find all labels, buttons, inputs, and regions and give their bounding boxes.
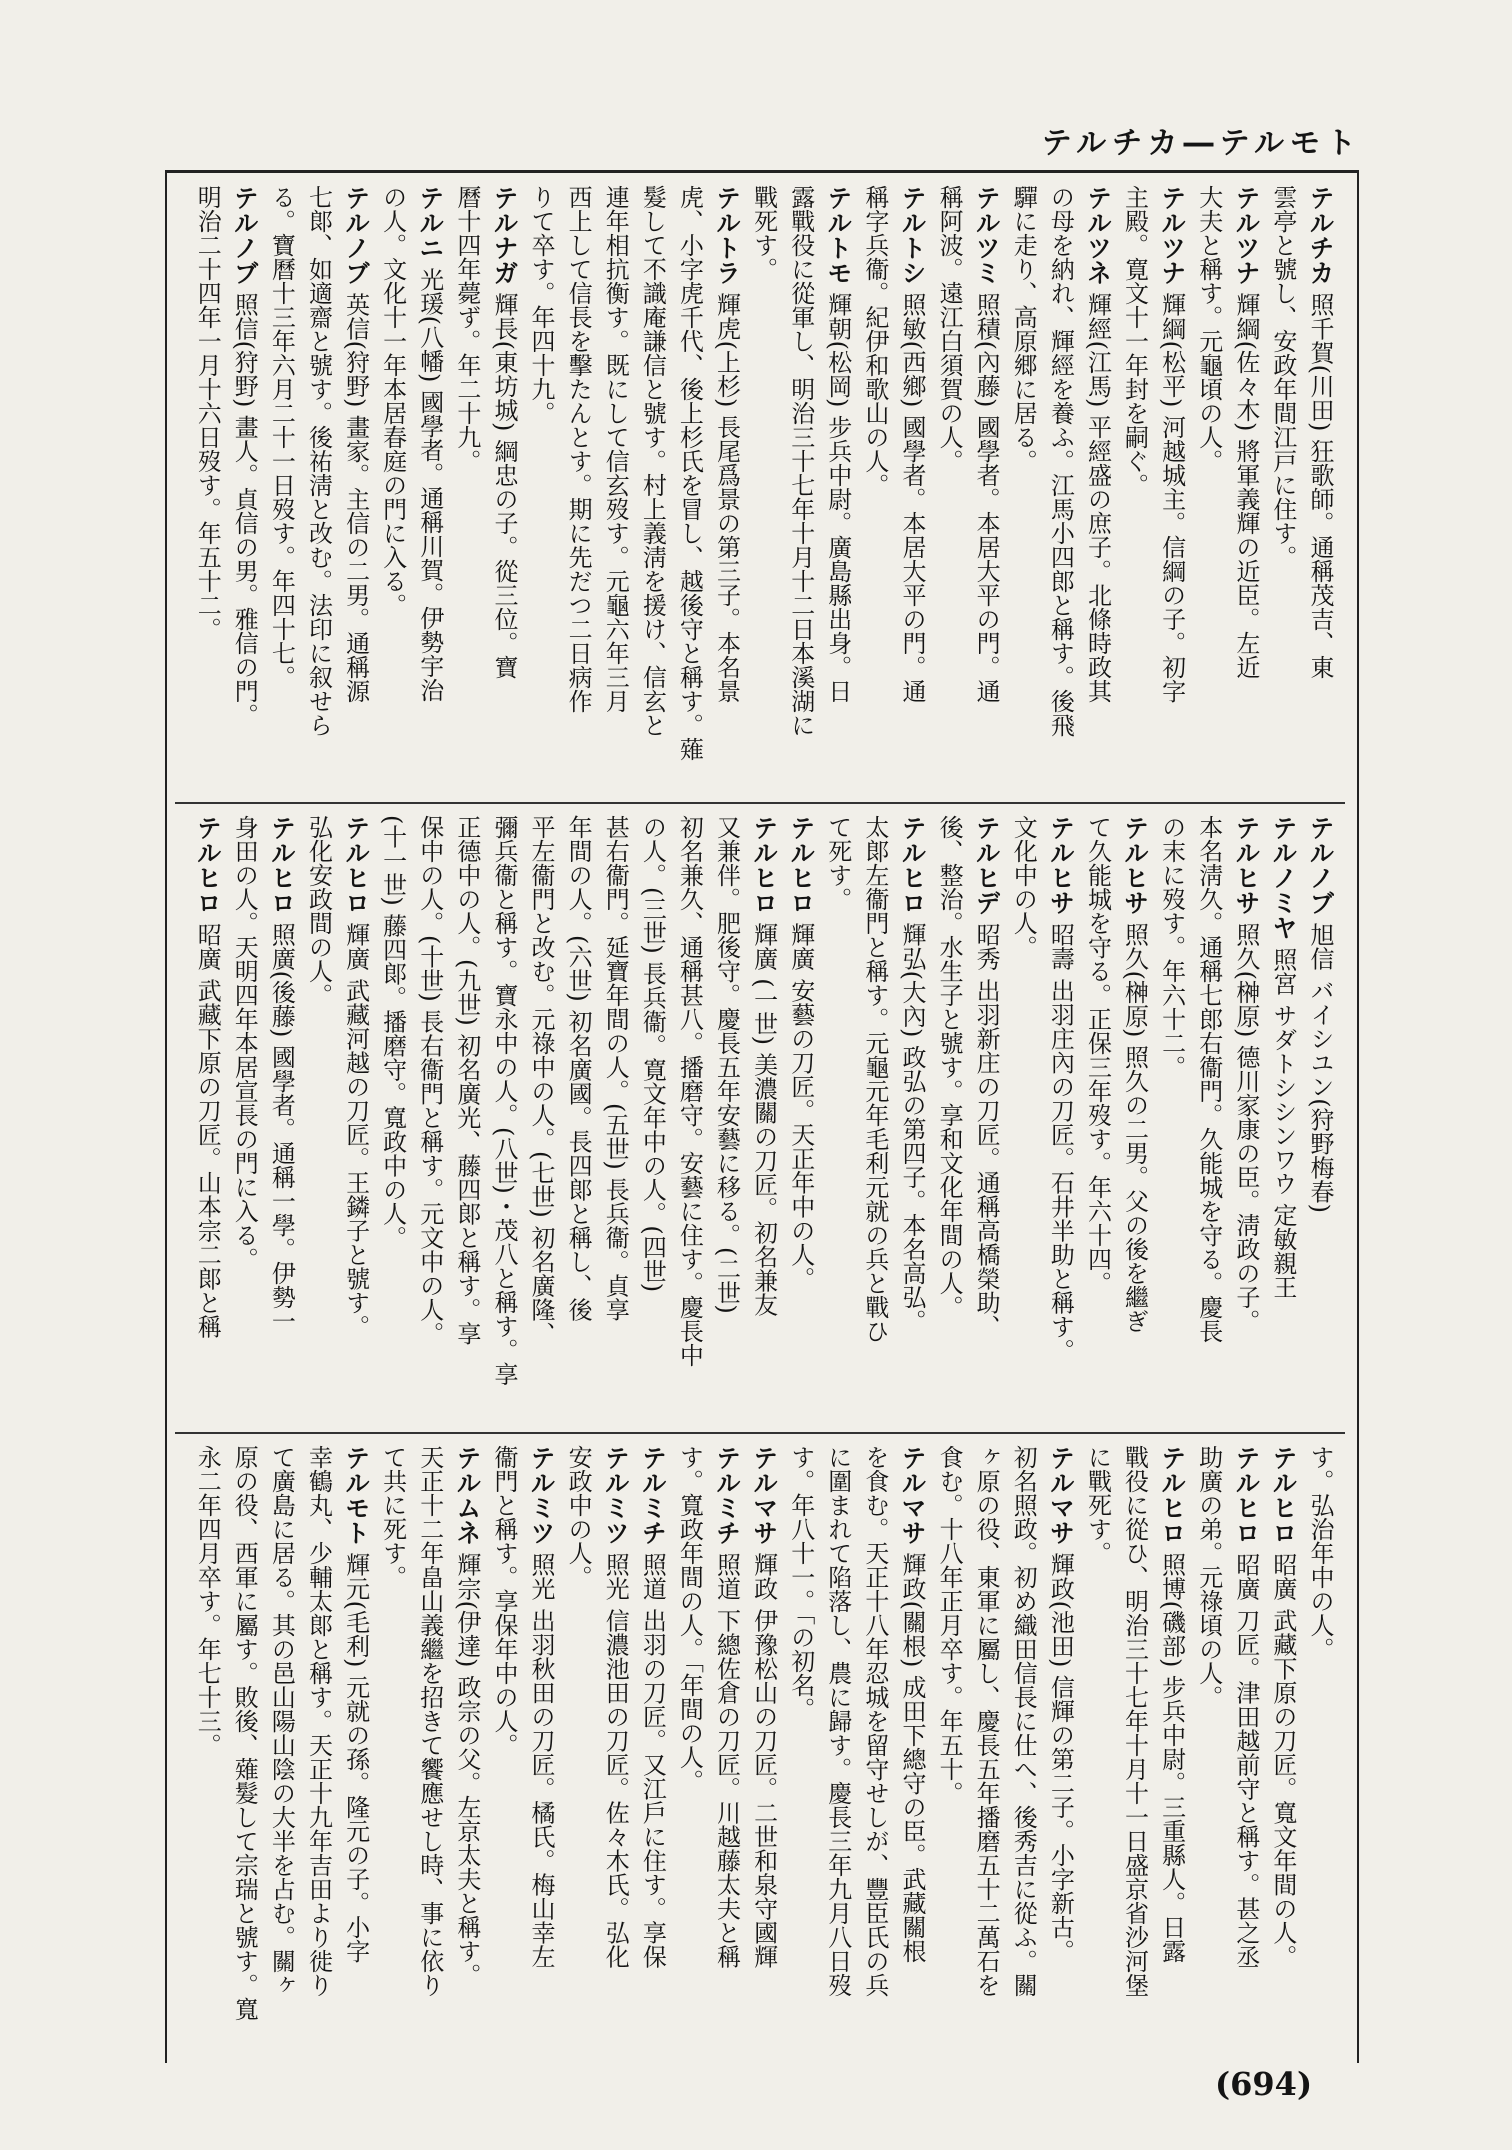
continuation-line [413, 1445, 450, 2045]
continuation-line [1080, 815, 1117, 1420]
entry-heading: テルヒロ [897, 815, 927, 915]
entry-text: す。弘治年中の人。 [1306, 1445, 1334, 1661]
entry-heading: テルナガ [489, 185, 519, 285]
continuation-line [264, 1445, 301, 2045]
entry-text: 照信(狩野) 畫人。貞信の男。雅信の門。 [230, 285, 259, 727]
entry-heading: テルヒデ [972, 815, 1002, 915]
entry-heading: テルヒロ [267, 815, 297, 915]
entry-text: 驒に走り、高原郷に居る。 [1009, 185, 1038, 473]
entry-text: 輝朝(松岡) 步兵中尉。廣島縣出身。日 [823, 285, 852, 703]
entry-line [1229, 815, 1266, 1420]
entry-text: 戰死す。 [749, 185, 778, 281]
entry-text: す。年八十一。「の初名。 [786, 1445, 815, 1721]
entry-line [227, 185, 264, 790]
entry-text: て共に死す。 [378, 1445, 407, 1589]
entry-text: 照廣(後藤) 國學者。通稱一學。伊勢一 [267, 915, 296, 1333]
entry-text: 明治二十四年一月十六日歿す。年五十二。 [193, 185, 222, 641]
running-head: テルチカ―テルモト [1041, 126, 1362, 161]
entry-text: 輝政(關根) 成田下總守の臣。武藏關根 [897, 1545, 926, 1963]
entry-text: 輝政(池田) 信輝の第二子。小字新古。 [1046, 1545, 1075, 1963]
continuation-line [413, 815, 450, 1420]
entry-text: の末に歿す。年六十二。 [1157, 815, 1186, 1079]
entry-text: 身田の人。天明四年本居宣長の門に入る。 [230, 815, 259, 1271]
entry-heading: テルマサ [1046, 1445, 1076, 1545]
entry-line [784, 815, 821, 1420]
entry-text: ヶ原の役、東軍に屬し、慶長五年播磨五十二萬石を [972, 1445, 1001, 1997]
entry-text: 照光 出羽秋田の刀匠。橘氏。梅山幸左 [527, 1545, 556, 1969]
entry-text: 輝廣 安藝の刀匠。天正年中の人。 [786, 915, 815, 1291]
continuation-line [1303, 1445, 1340, 2045]
entry-line [524, 1445, 561, 2045]
entry-heading: テルツナ [1157, 185, 1187, 285]
continuation-line [1192, 815, 1229, 1420]
continuation-line [932, 1445, 969, 2045]
entry-line [895, 1445, 932, 2045]
continuation-line [1117, 185, 1154, 790]
entry-text: て廣島に居る。其の邑山陽山陰の大半を占む。關ヶ [267, 1445, 296, 1997]
entry-text: す。寬政年間の人。「年間の人。 [675, 1445, 704, 1793]
continuation-line [450, 185, 487, 790]
entry-text: 照道 出羽の刀匠。又江戶に住す。享保 [638, 1545, 667, 1969]
entry-text: 照光 信濃池田の刀匠。佐々木氏。弘化 [601, 1545, 630, 1969]
entry-heading: テルマサ [897, 1445, 927, 1545]
entry-text: 平左衞門と改む。元祿中の人。(七世) 初名廣隆、 [527, 815, 556, 1346]
continuation-line [672, 1445, 709, 2045]
entry-text: 大夫と稱す。元龜頃の人。 [1194, 185, 1223, 473]
entry-text: 安政中の人。 [564, 1445, 593, 1589]
entry-line [264, 815, 301, 1420]
continuation-line [1192, 1445, 1229, 2045]
entry-text: 西上して信長を擊たんとす。期に先だつ二日病作 [564, 185, 593, 713]
entry-text: 保中の人。(十世) 長右衞門と稱す。元文中の人。 [415, 815, 444, 1346]
entry-text: 稱字兵衞。紀伊和歌山の人。 [860, 185, 889, 497]
continuation-line [672, 185, 709, 790]
entry-text: 輝虎(上杉) 長尾爲景の第三子。本名景 [712, 285, 741, 703]
entry-line [1266, 815, 1303, 1420]
entry-text: 輝綱(佐々木) 將軍義輝の近臣。左近 [1231, 285, 1260, 679]
entry-text: を食む。天正十八年忍城を留守せしが、豐臣氏の兵 [860, 1445, 889, 1997]
entry-line [1229, 185, 1266, 790]
entry-text: 助廣の弟。元祿頃の人。 [1194, 1445, 1223, 1709]
text-band-bottom [190, 1445, 1340, 2045]
continuation-line [1006, 1445, 1043, 2045]
continuation-line [821, 1445, 858, 2045]
entry-text: 照敏(西鄉) 國學者。本居大平の門。通 [897, 285, 926, 703]
entry-text: 連年相抗衡す。既にして信玄歿す。元龜六年三月 [601, 185, 630, 713]
continuation-line [561, 1445, 598, 2045]
continuation-line [376, 185, 413, 790]
entry-text: に圍まれて陷落し、農に歸す。慶長三年九月八日歿 [823, 1445, 852, 1997]
continuation-line [672, 815, 709, 1420]
entry-heading: テルノブ [341, 185, 371, 285]
entry-heading: テルムネ [452, 1445, 482, 1545]
continuation-line [301, 185, 338, 790]
continuation-line [487, 1445, 524, 2045]
entry-line [1303, 185, 1340, 790]
entry-text: 曆十四年薨ず。年二十九。 [452, 185, 481, 473]
entry-text: 輝宗(伊達) 政宗の父。左京太夫と稱す。 [452, 1545, 481, 1987]
entry-text: 甚右衞門。延寶年間の人。(五世) 長兵衞。貞享 [601, 815, 630, 1322]
band-divider [175, 1432, 1345, 1434]
entry-line [969, 185, 1006, 790]
continuation-line [747, 185, 784, 790]
entry-text: 衞門と稱す。享保年中の人。 [489, 1445, 518, 1757]
continuation-line [301, 1445, 338, 2045]
entry-text: 照博(磯部) 步兵中尉。三重縣人。日露 [1157, 1545, 1186, 1963]
entry-text: 稱阿波。遠江白須賀の人。 [935, 185, 964, 473]
entry-line [895, 815, 932, 1420]
continuation-line [858, 185, 895, 790]
continuation-line [487, 815, 524, 1420]
continuation-line [376, 815, 413, 1420]
entry-text: 食む。十八年正月卒す。年五十。 [935, 1445, 964, 1805]
entry-text: 輝長(東坊城) 綱忠の子。從三位。寶 [489, 285, 518, 679]
entry-heading: テルミツ [527, 1445, 557, 1545]
continuation-line [821, 815, 858, 1420]
entry-text: 文化中の人。 [1009, 815, 1038, 959]
continuation-line [190, 1445, 227, 2045]
entry-text: 輝元(毛利) 元就の孫。隆元の子。小字 [341, 1545, 370, 1963]
entry-heading: テルチカ [1306, 185, 1335, 285]
text-band-middle [190, 815, 1340, 1420]
entry-heading: テルヒロ [1231, 1445, 1261, 1545]
entry-text: 永二年四月卒す。年七十三。 [193, 1445, 222, 1757]
entry-heading: テルヒロ [1157, 1445, 1187, 1545]
entry-text: 照宮 サダトシシンワウ 定敏親王 [1268, 940, 1297, 1299]
entry-heading: テルノミヤ [1268, 815, 1298, 940]
entry-line [747, 815, 784, 1420]
entry-heading: テルヒサ [1231, 815, 1261, 915]
entry-line [635, 1445, 672, 2045]
continuation-line [301, 815, 338, 1420]
entry-text: 昭壽 出羽庄內の刀匠。石井半助と稱す。 [1046, 915, 1075, 1363]
continuation-line [784, 1445, 821, 2045]
entry-text: 輝廣 (一世) 美濃關の刀匠。初名兼友 [749, 915, 778, 1317]
entry-heading: テルノブ [230, 185, 260, 285]
continuation-line [227, 815, 264, 1420]
continuation-line [858, 815, 895, 1420]
entry-heading: テルトモ [823, 185, 853, 285]
entry-line [969, 815, 1006, 1420]
entry-heading: テルトラ [712, 185, 742, 285]
entry-line [190, 815, 227, 1420]
entry-text: 彌兵衞と稱す。寶永中の人。(八世)・茂八と稱す。享 [489, 815, 518, 1386]
entry-text: 昭廣 武藏下原の刀匠。寬文年間の人。 [1268, 1545, 1297, 1969]
entry-heading: テルヒロ [341, 815, 371, 915]
entry-text: 照久(榊原) 照久の二男。父の後を繼ぎ [1120, 915, 1149, 1333]
entry-heading: テルヒサ [1120, 815, 1150, 915]
entry-text: 昭廣 刀匠。津田越前守と稱す。甚之丞 [1231, 1545, 1260, 1969]
entry-heading: テルトシ [897, 185, 927, 285]
entry-text: の人。(三世) 長兵衞。寛文年中の人。(四世) [638, 815, 667, 1293]
entry-line [821, 185, 858, 790]
entry-line [450, 1445, 487, 2045]
entry-heading: テルミツ [601, 1445, 631, 1545]
continuation-line [1155, 815, 1192, 1420]
entry-text: 弘化安政間の人。 [304, 815, 333, 1007]
entry-text: 輝廣 武藏河越の刀匠。王鏻子と號す。 [341, 915, 370, 1339]
entry-line [747, 1445, 784, 2045]
continuation-line [858, 1445, 895, 2045]
entry-text: 輝政 伊豫松山の刀匠。二世和泉守國輝 [749, 1545, 778, 1969]
entry-heading: テルヒロ [1268, 1445, 1298, 1545]
entry-line [1266, 1445, 1303, 2045]
entry-text: の母を納れ、輝經を養ふ。江馬小四郎と稱す。後飛 [1046, 185, 1075, 737]
entry-text: 照久(榊原) 德川家康の臣。淸政の子。 [1231, 915, 1260, 1333]
continuation-line [561, 815, 598, 1420]
continuation-line [561, 185, 598, 790]
entry-text: 後、整治。水生子と號す。享和文化年間の人。 [935, 815, 964, 1319]
continuation-line [524, 815, 561, 1420]
entry-heading: テルツナ [1231, 185, 1261, 285]
entry-text: 照道 下總佐倉の刀匠。川越藤太夫と稱 [712, 1545, 741, 1969]
entry-line [1117, 815, 1154, 1420]
entry-text: 主殿。寛文十一年封を嗣ぐ。 [1120, 185, 1149, 497]
continuation-line [932, 185, 969, 790]
entry-text: 英信(狩野) 畫家。主信の二男。通稱源 [341, 285, 370, 703]
continuation-line [1006, 185, 1043, 790]
entry-text: 旭信 バイシユン(狩野梅春) [1306, 915, 1334, 1213]
entry-heading: テルツミ [972, 185, 1002, 285]
entry-text: 昭廣 武藏下原の刀匠。山本宗二郞と稱 [193, 915, 222, 1339]
continuation-line [784, 185, 821, 790]
continuation-line [264, 185, 301, 790]
entry-text: 虎、小字虎千代、後上杉氏を冒し、越後守と稱す。薙 [675, 185, 704, 761]
entry-heading: テルヒロ [786, 815, 816, 915]
entry-text: 本名淸久。通稱七郎右衞門。久能城を守る。慶長 [1194, 815, 1223, 1343]
entry-text: 年間の人。(六世) 初名廣國。長四郞と稱し、後 [564, 815, 593, 1322]
entry-heading: テルヒロ [193, 815, 223, 915]
continuation-line [1192, 185, 1229, 790]
entry-text: 露戰役に從軍し、明治三十七年十月十二日本溪湖に [786, 185, 815, 737]
continuation-line [598, 815, 635, 1420]
entry-text: 照積(內藤) 國學者。本居大平の門。通 [972, 285, 1001, 703]
entry-line [895, 185, 932, 790]
entry-text: 昭秀 出羽新庄の刀匠。通稱高橋榮助、 [972, 915, 1001, 1339]
entry-text: 照千賀(川田) 狂歌師。通稱茂吉、東 [1306, 285, 1334, 679]
entry-line [1043, 815, 1080, 1420]
entry-text: 光瑗(八幡) 國學者。通稱川賀。伊勢宇治 [415, 260, 444, 702]
entry-text: 輝經(江馬) 平經盛の庶子。北條時政其 [1083, 285, 1112, 703]
entry-text: 輝弘(大內) 政弘の第四子。本名高弘。 [897, 915, 926, 1333]
entry-line [598, 1445, 635, 2045]
entry-line [1155, 1445, 1192, 2045]
continuation-line [1043, 185, 1080, 790]
entry-heading: テルノブ [1306, 815, 1335, 915]
continuation-line [709, 815, 746, 1420]
entry-text: の人。文化十一年本居春庭の門に入る。 [378, 185, 407, 617]
entry-line [1080, 185, 1117, 790]
entry-line [1043, 1445, 1080, 2045]
entry-line [1303, 815, 1340, 1420]
entry-line [338, 1445, 375, 2045]
entry-heading: テルヒサ [1046, 815, 1076, 915]
entry-text: 又兼伴。肥後守。慶長五年安藝に移る。(二世) [712, 815, 741, 1314]
entry-line [413, 185, 450, 790]
entry-text: に戰死す。 [1083, 1445, 1112, 1565]
entry-text: 輝綱(松平) 河越城主。信綱の子。初字 [1157, 285, 1186, 703]
continuation-line [1266, 185, 1303, 790]
entry-heading: テルヒロ [749, 815, 779, 915]
entry-line [487, 185, 524, 790]
continuation-line [190, 185, 227, 790]
entry-line [338, 815, 375, 1420]
entry-text: 初名照政。初め織田信長に仕へ、後秀吉に從ふ。關 [1009, 1445, 1038, 1997]
entry-text: 太郞左衞門と稱す。元龜元年毛利元就の兵と戰ひ [860, 815, 889, 1343]
continuation-line [1080, 1445, 1117, 2045]
continuation-line [524, 185, 561, 790]
continuation-line [635, 185, 672, 790]
entry-text: 髮して不識庵謙信と號す。村上義淸を援け、信玄と [638, 185, 667, 737]
entry-heading: テルニ [415, 185, 445, 260]
continuation-line [450, 815, 487, 1420]
entry-text: 正德中の人。(九世) 初名廣光、藤四郞と稱す。享 [452, 815, 481, 1346]
entry-text: (十一世) 藤四郞。播磨守。寬政中の人。 [378, 815, 407, 1250]
entry-text: て久能城を守る。正保三年歿す。年六十四。 [1083, 815, 1112, 1295]
continuation-line [376, 1445, 413, 2045]
continuation-line [969, 1445, 1006, 2045]
entry-line [1155, 185, 1192, 790]
entry-text: 七郞、如適齋と號す。後祐淸と改む。法印に叙せら [304, 185, 333, 737]
entry-text: りて卒す。年四十九。 [527, 185, 556, 425]
entry-text: 初名兼久、通稱甚八。播磨守。安藝に住す。慶長中 [675, 815, 704, 1367]
entry-line [338, 185, 375, 790]
entry-heading: テルツネ [1083, 185, 1113, 285]
entry-heading: テルミチ [712, 1445, 742, 1545]
entry-line [1229, 1445, 1266, 2045]
entry-heading: テルモト [341, 1445, 371, 1545]
entry-text: 戰役に從ひ、明治三十七年十月十一日盛京省沙河堡 [1120, 1445, 1149, 1997]
band-divider [175, 802, 1345, 804]
entry-text: 天正十二年畠山義繼を招きて饗應せし時、事に依り [415, 1445, 444, 1997]
entry-text: る。寶曆十三年六月二十一日歿す。年四十七。 [267, 185, 296, 689]
continuation-line [932, 815, 969, 1420]
page-number: (694) [1215, 2065, 1313, 2103]
continuation-line [227, 1445, 264, 2045]
entry-text: 原の役、西軍に屬す。敗後、薙髮して宗瑞と號す。寬 [230, 1445, 259, 2021]
entry-line [709, 185, 746, 790]
entry-text: 幸鶴丸、少輔太郞と稱す。天正十九年吉田より徙り [304, 1445, 333, 1997]
continuation-line [635, 815, 672, 1420]
entry-text: 雲亭と號し、安政年間江戸に住す。 [1268, 185, 1297, 569]
text-band-top [190, 185, 1340, 790]
entry-text: て死す。 [823, 815, 852, 911]
entry-heading: テルマサ [749, 1445, 779, 1545]
entry-heading: テルミチ [638, 1445, 668, 1545]
continuation-line [598, 185, 635, 790]
continuation-line [1006, 815, 1043, 1420]
continuation-line [1117, 1445, 1154, 2045]
entry-line [709, 1445, 746, 2045]
